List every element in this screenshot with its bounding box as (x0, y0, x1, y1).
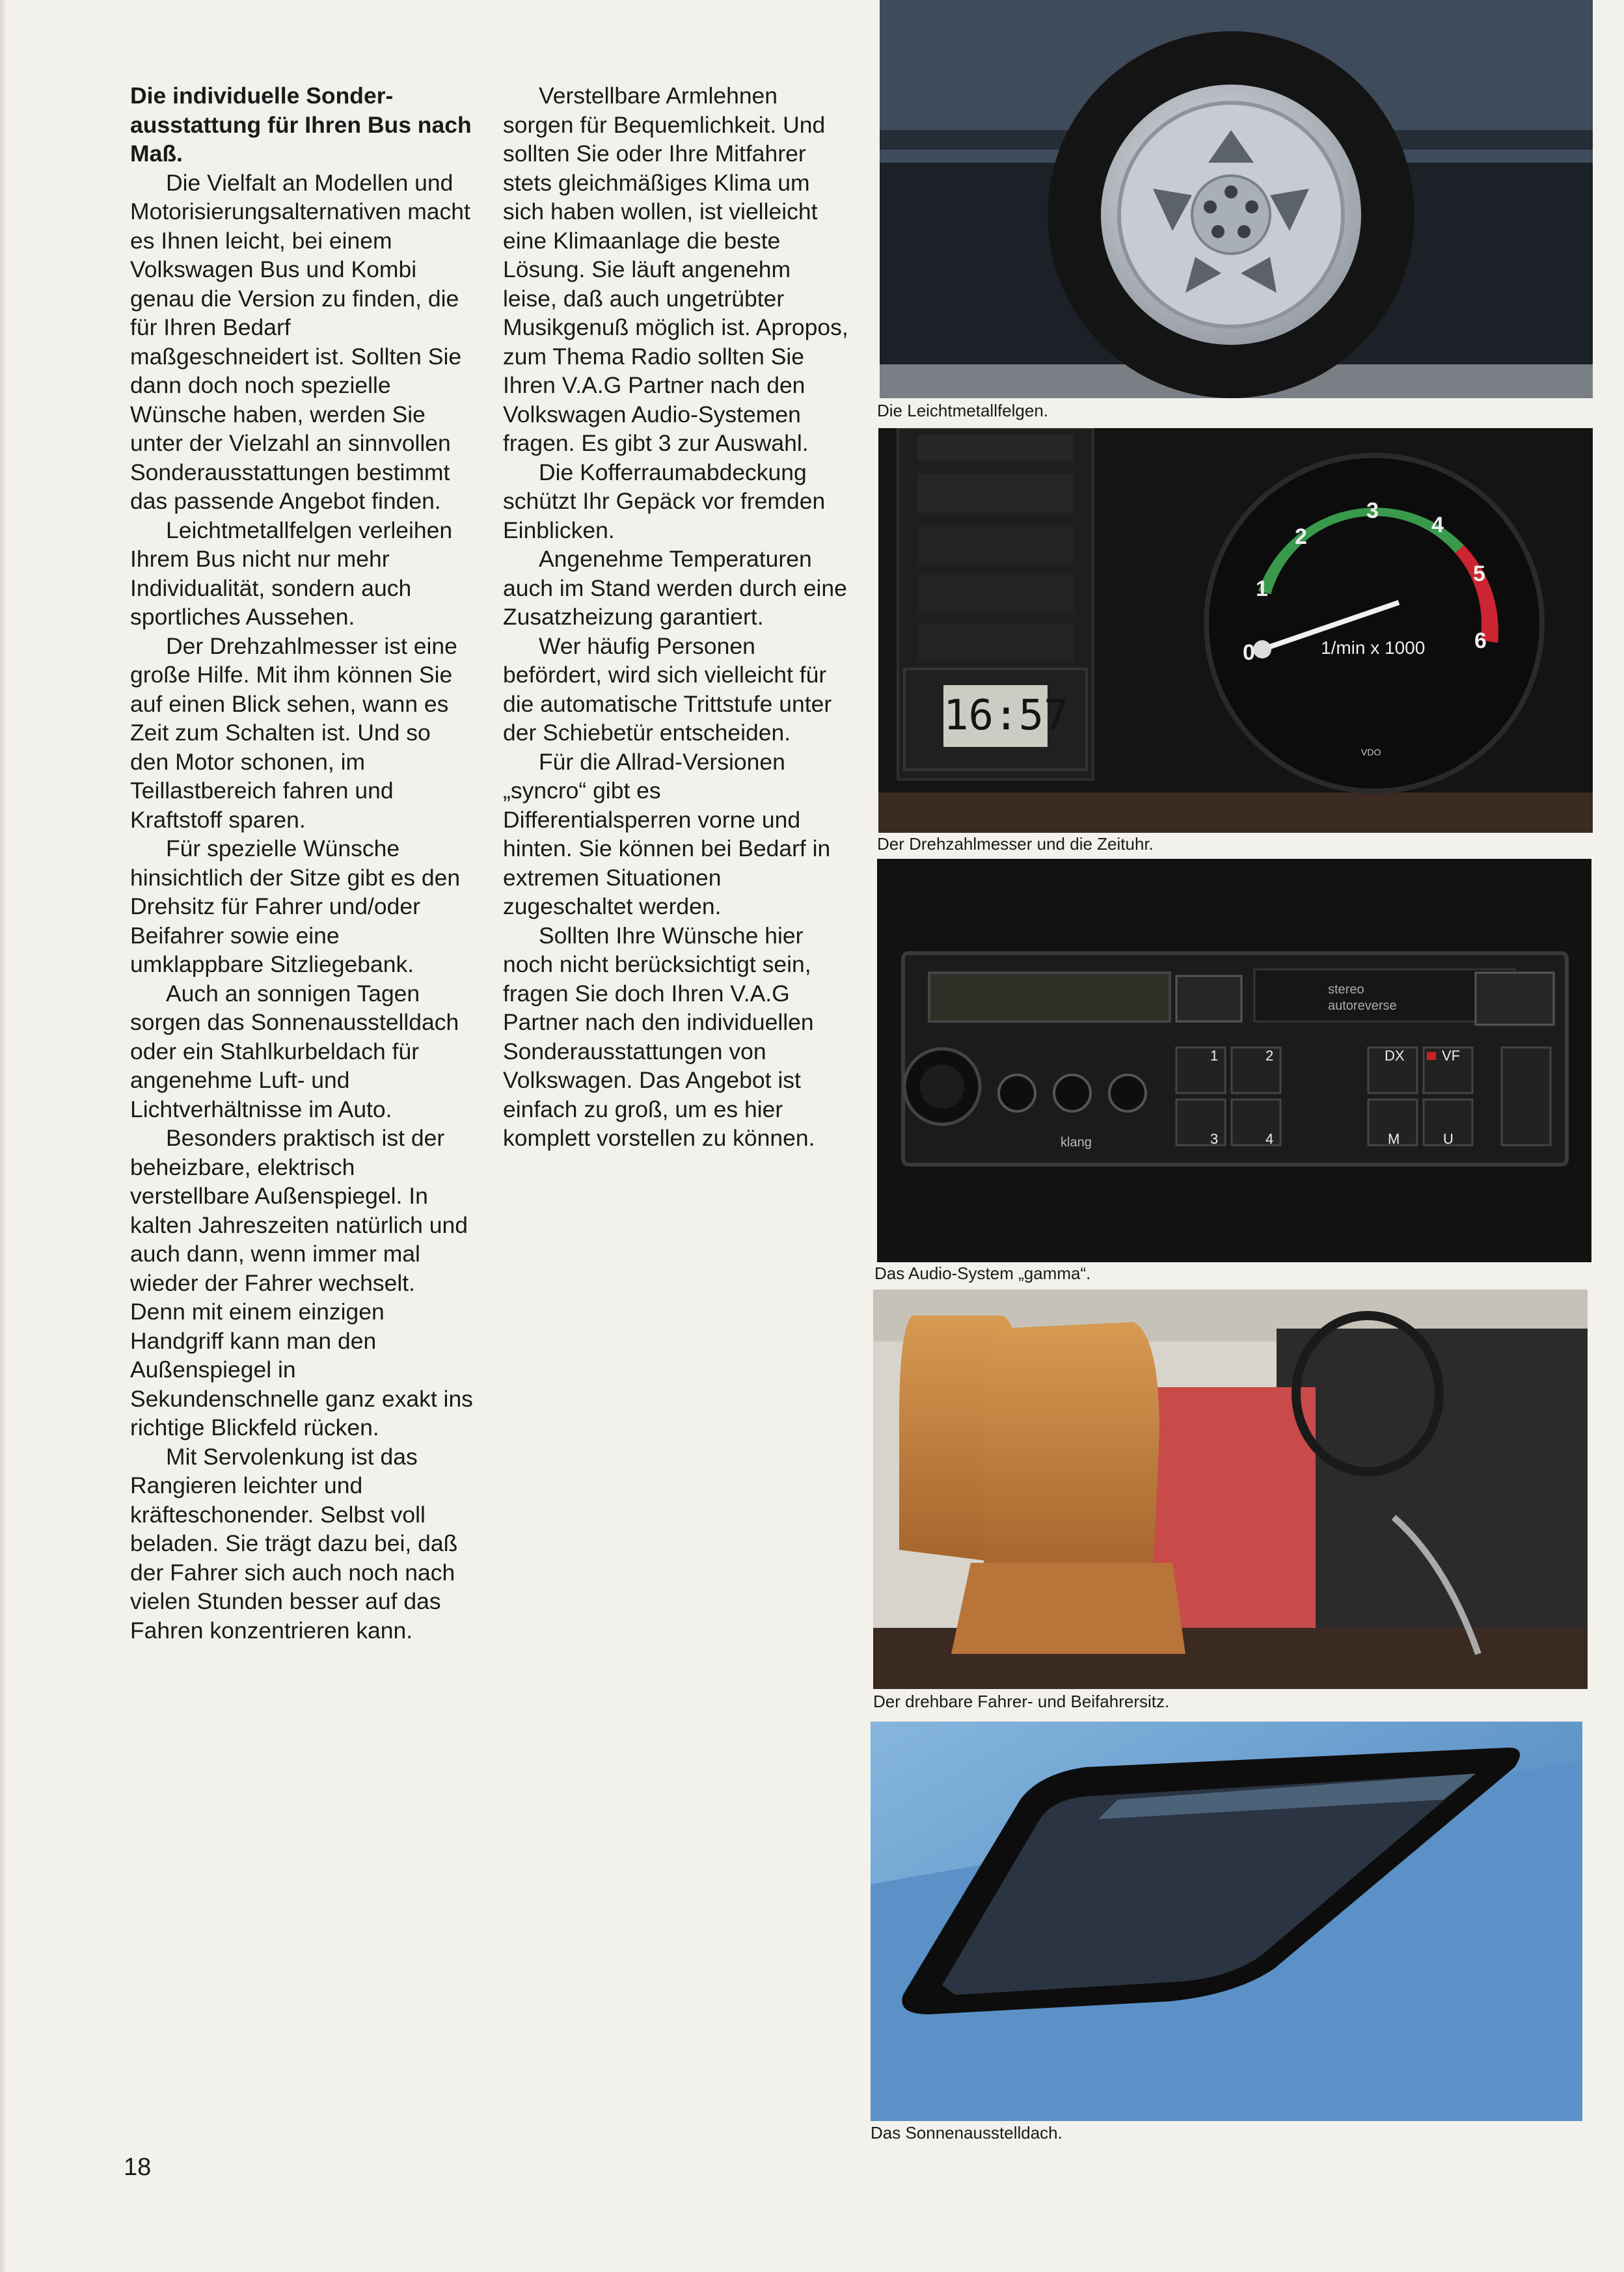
paragraph: Besonders praktisch ist der beheizbare, elektrisch verstellbare Außenspiegel. In kalten Jahreszeiten natürlich und auch dann, wenn immer mal wieder der Fahrer wechselt. Denn mit einem einzigen Handgriff kann man den Außenspiegel in Sekundenschnelle ganz exakt ins richtige Blickfeld rücken. (130, 1125, 473, 1440)
paragraph: Auch an sonnigen Tagen sorgen das Sonnenausstelldach oder ein Stahlkurbeldach für angenehme Luft- und Lichtverhältnisse im Auto. (130, 980, 459, 1122)
binding-edge (0, 0, 7, 2272)
paragraph: Für spezielle Wünsche hinsichtlich der Sitze gibt es den Drehsitz für Fahrer und/oder Beifahrer sowie eine umklappbare Sitzliegebank. (130, 835, 461, 977)
radio-key-2: 2 (1265, 1048, 1274, 1064)
paragraph: Die Kofferraumabdeckung schützt Ihr Gepäck vor fremden Einblicken. (503, 459, 826, 543)
gauge-tick-6: 6 (1474, 629, 1487, 653)
radio-key-3: 3 (1210, 1131, 1219, 1147)
gauge-tick-4: 4 (1431, 513, 1444, 537)
radio-stereo-label: stereo (1328, 982, 1364, 997)
photo-caption: Die Leichtmetallfelgen. (877, 401, 1049, 420)
paragraph: Wer häufig Personen befördert, wird sich vielleicht für die automatische Trittstufe unter der Schiebetür entscheiden. (503, 632, 832, 746)
radio-autoreverse-label: autoreverse (1328, 999, 1397, 1013)
gauge-brand: VDO (1361, 747, 1381, 757)
gauge-tick-2: 2 (1295, 524, 1307, 549)
paragraph: Der Drehzahlmesser ist eine große Hilfe. Mit ihm können Sie auf einen Blick sehen, wann es Zeit zum Schalten ist. Und so den Motor schonen, im Teillastbereich fahren und Kraftstoff sparen. (130, 632, 457, 833)
gauge-tick-1: 1 (1256, 576, 1268, 601)
radio-key-dx: DX (1385, 1048, 1405, 1064)
radio-key-4: 4 (1265, 1131, 1274, 1147)
gauge-tick-5: 5 (1473, 561, 1485, 586)
radio-key-u: U (1443, 1131, 1454, 1147)
paragraph: Sollten Ihre Wünsche hier noch nicht berücksichtigt sein, fragen Sie doch Ihren V.A.G Partner nach den individuellen Sonderausstattungen von Volkswagen. Das Angebot ist einfach zu groß, um es hier komplett vorstellen zu können. (503, 922, 815, 1151)
section-heading: Die individuelle Sonder-ausstattung für Ihren Bus nach Maß. (130, 83, 472, 167)
text-column-right (503, 81, 849, 1153)
paragraph: Mit Servolenkung ist das Rangieren leichter und kräfteschonender. Selbst voll beladen. Sie trägt dazu bei, daß der Fahrer sich auch noch nach vielen Stunden besser auf das Fahren konzentrieren kann. (130, 1443, 458, 1643)
photo-caption: Das Audio-System „gamma“. (874, 1264, 1091, 1283)
photo-caption: Der drehbare Fahrer- und Beifahrersitz. (873, 1692, 1170, 1711)
radio-key-1: 1 (1210, 1048, 1219, 1064)
page-number: 18 (124, 2154, 152, 2181)
paragraph: Verstellbare Armlehnen sorgen für Bequemlichkeit. Und sollten Sie oder Ihre Mitfahrer stets gleichmäßiges Klima um sich haben wollen, ist vielleicht eine Klimaanlage die beste Lösung. Sie läuft angenehm leise, daß auch ungetrübter Musikgenuß möglich ist. Apropos, zum Thema Radio sollten Sie Ihren V.A.G Partner nach den Volkswagen Audio-Systemen fragen. Es gibt 3 zur Auswahl. (503, 83, 848, 456)
clock-display: 16:57 (943, 692, 1069, 740)
radio-klang-label: klang (1061, 1135, 1092, 1150)
photo-radio (877, 859, 1591, 1262)
photo-alloy-wheel (880, 0, 1593, 398)
gauge-tick-0: 0 (1243, 640, 1255, 665)
radio-key-m: M (1388, 1131, 1400, 1147)
photo-tachometer (878, 428, 1593, 833)
gauge-tick-3: 3 (1366, 498, 1379, 523)
paragraph: Für die Allrad-Versionen „syncro“ gibt es Differentialsperren vorne und hinten. Sie können bei Bedarf in extremen Situationen zugeschaltet werden. (503, 748, 831, 919)
gauge-unit: 1/min x 1000 (1321, 638, 1426, 658)
radio-key-vf: VF (1442, 1048, 1461, 1064)
photo-sunroof (871, 1722, 1582, 2121)
paragraph: Leichtmetallfelgen verleihen Ihrem Bus nicht nur mehr Individualität, sondern auch sportliches Aussehen. (130, 517, 453, 630)
photo-swivel-seat (873, 1290, 1588, 1689)
photo-caption: Der Drehzahlmesser und die Zeituhr. (877, 834, 1154, 854)
paragraph: Angenehme Temperaturen auch im Stand werden durch eine Zusatzheizung garantiert. (503, 546, 847, 630)
paragraph: Die Vielfalt an Modellen und Motorisierungsalternativen macht es Ihnen leicht, bei einem Volkswagen Bus und Kombi genau die Version zu finden, die für Ihren Bedarf maßgeschneidert ist. Sollten Sie dann doch noch spezielle Wünsche haben, werden Sie unter der Vielzahl an sinnvollen Sonderausstattungen bestimmt das passende Angebot finden. (130, 169, 470, 514)
text-column-left (130, 81, 475, 1645)
photo-caption: Das Sonnenausstelldach. (871, 2123, 1062, 2143)
